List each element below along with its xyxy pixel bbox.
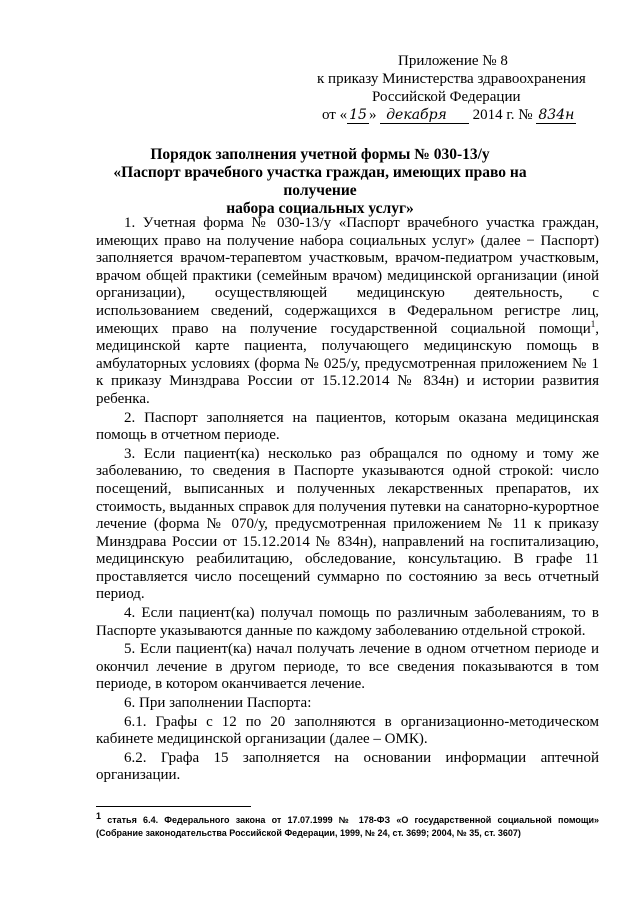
- annex-title: Приложение № 8: [398, 53, 508, 69]
- paragraph-2: 2. Паспорт заполняется на пациентов, которым оказана медицинская помощь в отчетном периоде.: [96, 409, 599, 444]
- document-body: [96, 214, 599, 785]
- paragraph-6-2: 6.2. Графа 15 заполняется на основании информации аптечной организации.: [96, 749, 599, 784]
- title-line-3: набора социальных услуг»: [226, 200, 414, 217]
- paragraph-3: 3. Если пациент(ка) несколько раз обращался по одному и тому же заболеванию, то сведения в Паспорте указываются одной строкой: число посещений, выписанных и полученных лекарственных препаратов, их стоимость, выданных справок для получения путевки на санаторно-курортное лечение (форма № 070/у, предусмотренная приложением № 11 к приказу Минздрава России от 15.12.2014 № 834н), направлений на госпитализацию, медицинскую реабилитацию, обследование, консультацию. В графе 11 проставляется число посещений суммарно по состоянию за весь отчетный период.: [96, 445, 599, 603]
- title-line-2: «Паспорт врачебного участка граждан, имеющих право на получение: [113, 164, 527, 199]
- annex-header: [300, 52, 600, 124]
- footnote-mark: 1: [96, 811, 102, 821]
- date-prefix: от «: [322, 107, 348, 123]
- annex-ministry: Российской Федерации: [372, 89, 521, 105]
- paragraph-1-text: 1. Учетная форма № 030-13/у «Паспорт врачебного участка граждан, имеющих право на получение набора социальных услуг» (далее − Паспорт) заполняется врачом-терапевтом участковым, врачом-педиатром участковым, врачом общей практики (семейным врачом) медицинской организации (иной организации), осуществляющей медицинскую деятельность, с использованием сведений, содержащихся в Федеральном регистре лиц, имеющих право на получение государственной социальной помощи: [96, 215, 599, 337]
- date-month-handwritten: декабря: [380, 107, 469, 124]
- date-year: 2014 г. №: [468, 107, 537, 123]
- document-title: [90, 146, 550, 218]
- date-day-handwritten: 15: [349, 107, 367, 123]
- paragraph-1-text-cont: , медицинской карте пациента, получающего медицинскую помощь в амбулаторных условиях (форма № 025/у, предусмотренная приложением № 1 к приказу Минздрава России от 15.12.2014 № 834н) и истории развития ребенка.: [96, 320, 599, 407]
- paragraph-6: 6. При заполнении Паспорта:: [124, 695, 312, 712]
- title-line-1: Порядок заполнения учетной формы № 030-13/у: [150, 146, 490, 163]
- order-number-handwritten: 834н: [538, 107, 575, 123]
- paragraph-4: 4. Если пациент(ка) получал помощь по различным заболеваниям, то в Паспорте указываются данные по каждому заболеванию отдельной строкой.: [96, 605, 599, 639]
- footnote-text: статья 6.4. Федерального закона от 17.07.1999 № 178-ФЗ «О государственной социальной помощи» (Собрание законодательства Российской Федерации, 1999, № 24, ст. 3699; 2004, № 35, ст. 3607): [96, 815, 599, 838]
- paragraph-1: [96, 215, 599, 409]
- footnote-separator: [96, 806, 251, 807]
- annex-date-line: [322, 106, 600, 124]
- date-mid: »: [368, 107, 381, 123]
- footnote-ref: 1: [590, 318, 596, 329]
- annex-order-ref: к приказу Министерства здравоохранения: [317, 71, 586, 87]
- paragraph-5: 5. Если пациент(ка) начал получать лечение в одном отчетном периоде и окончил лечение в другом периоде, то все сведения показываются в том периоде, в котором оканчивается лечение.: [96, 641, 599, 693]
- footnote: [96, 811, 599, 840]
- paragraph-6-1: 6.1. Графы с 12 по 20 заполняются в организационно-методическом кабинете медицинской организации (далее – ОМК).: [96, 713, 599, 748]
